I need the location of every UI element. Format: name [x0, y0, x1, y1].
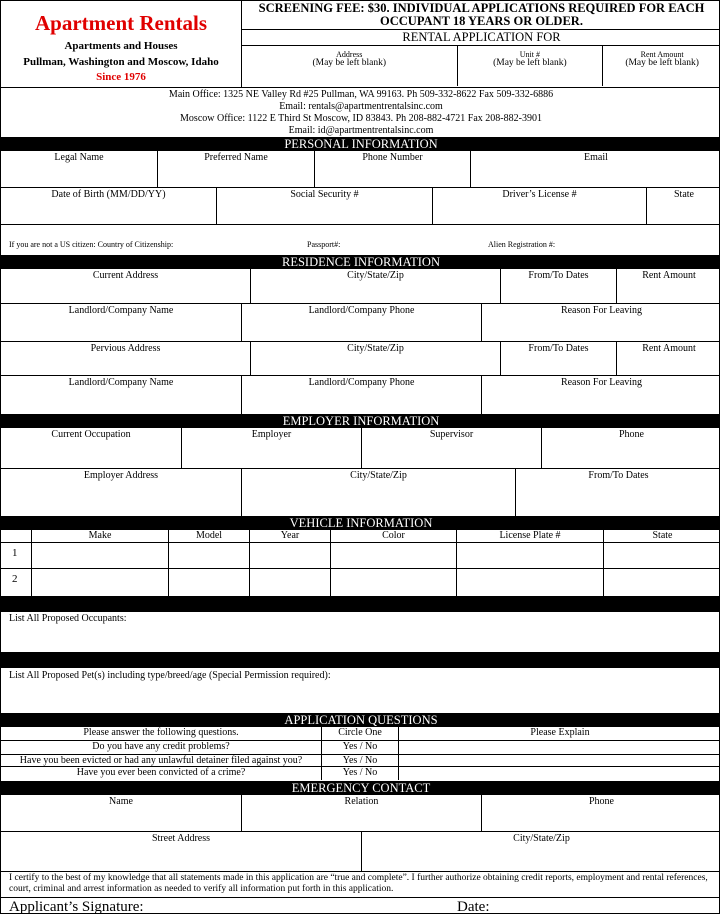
- application-title: RENTAL APPLICATION FOR: [242, 29, 720, 45]
- previous-dates-label: From/To Dates: [528, 343, 589, 354]
- circle-one-header: Circle One: [322, 727, 399, 740]
- occupants-divider: [1, 596, 720, 612]
- moscow-office: Moscow Office: 1122 E Third St Moscow, ID 83843. Ph 208-882-4721 Fax 208-882-3901: [180, 113, 542, 124]
- residence-row-3: [1, 342, 720, 376]
- previous-landlord-phone-field[interactable]: [242, 376, 482, 414]
- application-header: [241, 1, 720, 87]
- personal-row-1: [1, 151, 720, 188]
- previous-landlord-name-field[interactable]: [1, 376, 242, 414]
- vehicle-header-row: [1, 530, 720, 543]
- question-text: Have you been evicted or had any unlawful detainer filed against you?: [1, 755, 322, 766]
- vehicle-1-state-input[interactable]: [604, 543, 720, 568]
- previous-rent-label: Rent Amount: [642, 343, 696, 354]
- legal-name-field[interactable]: [1, 151, 158, 187]
- vehicle-2-make-input[interactable]: [32, 569, 169, 596]
- vehicle-1-plate-input[interactable]: [457, 543, 604, 568]
- alien-registration-label: Alien Registration #:: [488, 240, 556, 249]
- yes-no-choice[interactable]: Yes / No: [322, 755, 399, 766]
- state-field[interactable]: [647, 188, 720, 224]
- vehicle-state-header: State: [652, 530, 673, 541]
- vehicle-color-header: Color: [331, 530, 457, 542]
- current-reason-field[interactable]: [482, 304, 720, 341]
- vehicle-row-number: 2: [1, 569, 32, 596]
- previous-landlord-name-label: Landlord/Company Name: [68, 377, 174, 388]
- company-brand: [1, 1, 241, 87]
- ssn-field[interactable]: [217, 188, 433, 224]
- signature-label: Applicant’s Signature:: [9, 899, 144, 915]
- employer-row-2: [1, 469, 720, 516]
- certification-statement: I certify to the best of my knowledge that all statements made in this application are “true and complete”. I further authorize obtaining credit reports, employment and rental references, court, criminal and arrest information as needed to verify all information put forth in this application.: [1, 871, 720, 897]
- current-address-label: Current Address: [92, 270, 159, 281]
- question-row: [1, 755, 720, 767]
- current-address-field[interactable]: [1, 269, 251, 303]
- current-landlord-phone-field[interactable]: [242, 304, 482, 341]
- dob-field[interactable]: [1, 188, 217, 224]
- emergency-relation-label: Relation: [344, 796, 379, 807]
- vehicle-2-state-input[interactable]: [604, 569, 720, 596]
- residence-info-header: RESIDENCE INFORMATION: [1, 255, 720, 269]
- employer-city-label: City/State/Zip: [350, 470, 407, 481]
- employer-phone-field[interactable]: [542, 428, 720, 468]
- address-field[interactable]: [242, 46, 458, 86]
- personal-row-2: [1, 188, 720, 225]
- dob-label: Date of Birth (MM/DD/YY): [51, 189, 166, 200]
- state-label: State: [674, 189, 694, 200]
- office-contacts: [1, 87, 720, 137]
- yes-no-choice[interactable]: Yes / No: [322, 767, 399, 780]
- email-field[interactable]: [471, 151, 720, 187]
- occupation-label: Current Occupation: [51, 429, 131, 440]
- vehicle-2-color-input[interactable]: [331, 569, 457, 596]
- employer-field[interactable]: [182, 428, 362, 468]
- emergency-phone-label: Phone: [589, 796, 614, 807]
- current-dates-field[interactable]: [501, 269, 617, 303]
- passport-label: Passport#:: [307, 240, 341, 249]
- questions-header-row: [1, 727, 720, 741]
- previous-dates-field[interactable]: [501, 342, 617, 375]
- questions-header: APPLICATION QUESTIONS: [1, 713, 720, 727]
- explanation-input[interactable]: [399, 755, 720, 766]
- employer-phone-label: Phone: [619, 429, 644, 440]
- vehicle-index-header: [1, 530, 32, 542]
- emergency-phone-field[interactable]: [482, 795, 720, 831]
- residence-row-2: [1, 304, 720, 342]
- residence-row-4: [1, 376, 720, 414]
- date-label: Date:: [457, 899, 490, 915]
- rent-amount-label: Rent Amount: [640, 50, 684, 59]
- vehicle-2-model-input[interactable]: [169, 569, 250, 596]
- current-landlord-name-field[interactable]: [1, 304, 242, 341]
- vehicle-1-model-input[interactable]: [169, 543, 250, 568]
- rent-blank-note: (May be left blank): [625, 58, 699, 68]
- vehicle-1-make-input[interactable]: [32, 543, 169, 568]
- vehicle-model-header: Model: [169, 530, 250, 542]
- main-office-email: Email: rentals@apartmentrentalsinc.com: [279, 101, 443, 112]
- address-label: Address: [336, 50, 363, 59]
- vehicle-1-year-input[interactable]: [250, 543, 331, 568]
- drivers-license-label: Driver’s License #: [502, 189, 577, 200]
- questions-instruction: Please answer the following questions.: [1, 727, 322, 740]
- emergency-street-field[interactable]: [1, 832, 362, 871]
- signature-row: [1, 897, 720, 915]
- pets-divider: [1, 652, 720, 668]
- previous-address-label: Pervious Address: [90, 343, 161, 354]
- emergency-name-field[interactable]: [1, 795, 242, 831]
- vehicle-make-header: Make: [32, 530, 169, 542]
- unit-label: Unit #: [519, 50, 541, 59]
- pets-field[interactable]: [1, 668, 720, 713]
- current-city-label: City/State/Zip: [347, 270, 404, 281]
- emergency-city-field[interactable]: [362, 832, 720, 871]
- emergency-city-label: City/State/Zip: [513, 833, 570, 844]
- unit-address-row: [242, 45, 720, 86]
- previous-city-label: City/State/Zip: [347, 343, 404, 354]
- vehicle-2-plate-input[interactable]: [457, 569, 604, 596]
- previous-landlord-phone-label: Landlord/Company Phone: [308, 377, 415, 388]
- personal-info-header: PERSONAL INFORMATION: [1, 137, 720, 151]
- employer-address-label: Employer Address: [83, 470, 159, 481]
- please-explain-header: Please Explain: [530, 727, 590, 738]
- unit-blank-note: (May be left blank): [493, 58, 567, 68]
- vehicle-year-header: Year: [250, 530, 331, 542]
- vehicle-row-number: 1: [1, 543, 32, 568]
- explanation-input[interactable]: [399, 741, 720, 754]
- emergency-row-1: [1, 795, 720, 832]
- emergency-contact-header: EMERGENCY CONTACT: [1, 781, 720, 795]
- emergency-street-label: Street Address: [151, 833, 211, 844]
- rent-amount-field[interactable]: [603, 46, 720, 86]
- residence-row-1: [1, 269, 720, 304]
- vehicle-info-header: VEHICLE INFORMATION: [1, 516, 720, 530]
- previous-rent-field[interactable]: [617, 342, 720, 375]
- legal-name-label: Legal Name: [54, 152, 104, 163]
- previous-reason-field[interactable]: [482, 376, 720, 414]
- brand-locations: Pullman, Washington and Moscow, Idaho: [23, 56, 219, 68]
- current-dates-label: From/To Dates: [528, 270, 589, 281]
- emergency-relation-field[interactable]: [242, 795, 482, 831]
- question-row: [1, 767, 720, 780]
- current-city-field[interactable]: [251, 269, 501, 303]
- employer-dates-field[interactable]: [516, 469, 720, 516]
- emergency-row-2: [1, 832, 720, 871]
- main-office: Main Office: 1325 NE Valley Rd #25 Pullman, WA 99163. Ph 509-332-8622 Fax 509-332-6886: [168, 89, 554, 100]
- employer-row-1: [1, 428, 720, 469]
- current-rent-field[interactable]: [617, 269, 720, 303]
- occupants-label: List All Proposed Occupants:: [9, 613, 127, 624]
- employer-label: Employer: [251, 429, 292, 440]
- preferred-name-label: Preferred Name: [204, 152, 268, 163]
- phone-number-field[interactable]: [315, 151, 471, 187]
- moscow-office-email: Email: id@apartmentrentalsinc.com: [288, 125, 434, 136]
- address-blank-note: (May be left blank): [312, 58, 387, 68]
- current-landlord-name-label: Landlord/Company Name: [68, 305, 174, 316]
- previous-address-field[interactable]: [1, 342, 251, 375]
- emergency-name-label: Name: [109, 796, 133, 807]
- drivers-license-field[interactable]: [433, 188, 647, 224]
- screening-fee-notice: SCREENING FEE: $30. INDIVIDUAL APPLICATIONS REQUIRED FOR EACH OCCUPANT 18 YEARS OR OLDER.: [258, 1, 705, 28]
- vehicle-2-year-input[interactable]: [250, 569, 331, 596]
- employer-city-field[interactable]: [242, 469, 516, 516]
- current-reason-label: Reason For Leaving: [560, 305, 643, 316]
- vehicle-1-color-input[interactable]: [331, 543, 457, 568]
- pets-label: List All Proposed Pet(s) including type/breed/age (Special Permission required):: [9, 670, 331, 681]
- brand-tagline: Apartments and Houses: [64, 40, 178, 52]
- vehicle-plate-header: License Plate #: [457, 530, 604, 542]
- phone-number-label: Phone Number: [362, 152, 423, 163]
- supervisor-field[interactable]: [362, 428, 542, 468]
- employer-dates-label: From/To Dates: [588, 470, 649, 481]
- vehicle-row: [1, 569, 720, 596]
- question-text: Have you ever been convicted of a crime?: [1, 767, 322, 780]
- question-row: [1, 741, 720, 755]
- supervisor-label: Supervisor: [429, 429, 474, 440]
- company-name: Apartment Rentals: [34, 11, 208, 35]
- current-landlord-phone-label: Landlord/Company Phone: [308, 305, 415, 316]
- question-text: Do you have any credit problems?: [1, 741, 322, 754]
- yes-no-choice[interactable]: Yes / No: [322, 741, 399, 754]
- current-rent-label: Rent Amount: [642, 270, 696, 281]
- unit-field[interactable]: [458, 46, 604, 86]
- previous-city-field[interactable]: [251, 342, 501, 375]
- ssn-label: Social Security #: [290, 189, 359, 200]
- employer-info-header: EMPLOYER INFORMATION: [1, 414, 720, 428]
- previous-reason-label: Reason For Leaving: [560, 377, 643, 388]
- citizenship-label: If you are not a US citizen: Country of Citizenship:: [9, 240, 174, 249]
- occupation-field[interactable]: [1, 428, 182, 468]
- explanation-input[interactable]: [399, 767, 720, 780]
- email-label: Email: [584, 152, 608, 163]
- brand-since: Since 1976: [96, 71, 146, 83]
- citizenship-row: [1, 236, 720, 254]
- preferred-name-field[interactable]: [158, 151, 315, 187]
- vehicle-row: [1, 543, 720, 569]
- employer-address-field[interactable]: [1, 469, 242, 516]
- occupants-field[interactable]: [1, 612, 720, 652]
